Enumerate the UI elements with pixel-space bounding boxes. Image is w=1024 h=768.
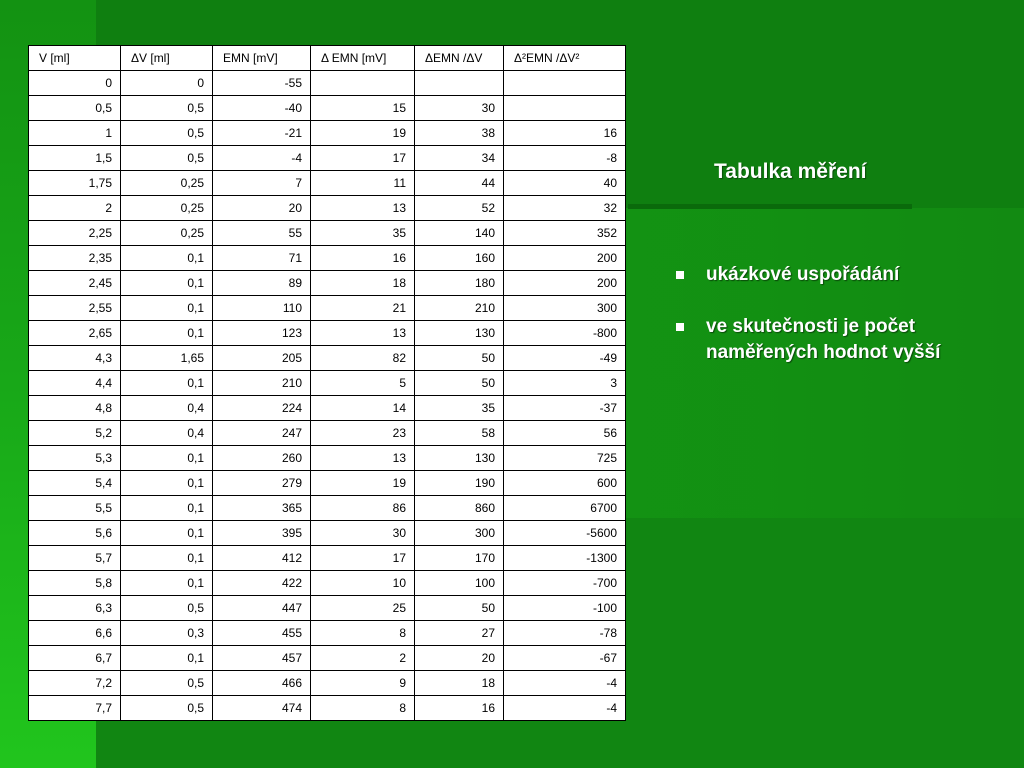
table-cell: -78 bbox=[504, 621, 626, 646]
table-cell: 50 bbox=[415, 371, 504, 396]
table-cell: 17 bbox=[311, 546, 415, 571]
table-cell: 300 bbox=[415, 521, 504, 546]
table-row bbox=[29, 246, 626, 271]
table-cell: 82 bbox=[311, 346, 415, 371]
table-cell: 279 bbox=[213, 471, 311, 496]
table-cell: 0,5 bbox=[121, 596, 213, 621]
table-cell: 2 bbox=[311, 646, 415, 671]
table-cell: 352 bbox=[504, 221, 626, 246]
column-header: EMN [mV] bbox=[213, 46, 311, 71]
table-row bbox=[29, 271, 626, 296]
table-cell: 0,4 bbox=[121, 396, 213, 421]
table-cell: 0 bbox=[29, 71, 121, 96]
table-row bbox=[29, 421, 626, 446]
table-cell: 19 bbox=[311, 121, 415, 146]
bullet-item bbox=[676, 262, 996, 288]
table-cell: 5 bbox=[311, 371, 415, 396]
table-row bbox=[29, 696, 626, 721]
table-cell: 1,75 bbox=[29, 171, 121, 196]
table-cell: 2,25 bbox=[29, 221, 121, 246]
table-cell: 58 bbox=[415, 421, 504, 446]
table-cell: 3 bbox=[504, 371, 626, 396]
table-cell: 21 bbox=[311, 296, 415, 321]
table-cell: 56 bbox=[504, 421, 626, 446]
table-cell: 170 bbox=[415, 546, 504, 571]
table-cell: 10 bbox=[311, 571, 415, 596]
table-cell: 71 bbox=[213, 246, 311, 271]
table-cell: 457 bbox=[213, 646, 311, 671]
table-cell: 0,1 bbox=[121, 446, 213, 471]
table-cell: 466 bbox=[213, 671, 311, 696]
table-cell: 5,4 bbox=[29, 471, 121, 496]
table-cell: -37 bbox=[504, 396, 626, 421]
table-cell: 35 bbox=[311, 221, 415, 246]
table-cell: -4 bbox=[213, 146, 311, 171]
column-header: Δ EMN [mV] bbox=[311, 46, 415, 71]
table-cell: -67 bbox=[504, 646, 626, 671]
table-cell: 0,5 bbox=[121, 696, 213, 721]
table-cell: 30 bbox=[311, 521, 415, 546]
table-cell: 40 bbox=[504, 171, 626, 196]
table-cell: 2,45 bbox=[29, 271, 121, 296]
table-cell bbox=[504, 96, 626, 121]
column-header: ΔEMN /ΔV bbox=[415, 46, 504, 71]
table-cell: 18 bbox=[311, 271, 415, 296]
table-cell: 86 bbox=[311, 496, 415, 521]
table-cell: 0,4 bbox=[121, 421, 213, 446]
table-cell: 205 bbox=[213, 346, 311, 371]
table-cell: 1 bbox=[29, 121, 121, 146]
table-cell: 210 bbox=[213, 371, 311, 396]
table-cell: 16 bbox=[311, 246, 415, 271]
table-cell: 23 bbox=[311, 421, 415, 446]
square-bullet-icon bbox=[676, 323, 684, 331]
table-row bbox=[29, 171, 626, 196]
table-cell: 180 bbox=[415, 271, 504, 296]
table-cell: -55 bbox=[213, 71, 311, 96]
table-cell: 6,7 bbox=[29, 646, 121, 671]
table-cell: 7,7 bbox=[29, 696, 121, 721]
table-cell: 447 bbox=[213, 596, 311, 621]
table-cell: -100 bbox=[504, 596, 626, 621]
table-cell: 0,1 bbox=[121, 571, 213, 596]
table-row bbox=[29, 521, 626, 546]
table-cell: 160 bbox=[415, 246, 504, 271]
table-cell: 0,5 bbox=[121, 96, 213, 121]
table-cell: 0,1 bbox=[121, 321, 213, 346]
table-row bbox=[29, 571, 626, 596]
bullet-text: ukázkové uspořádání bbox=[706, 264, 900, 285]
table-cell: 44 bbox=[415, 171, 504, 196]
table-cell: 2,55 bbox=[29, 296, 121, 321]
square-bullet-icon bbox=[676, 271, 684, 279]
table-cell: 30 bbox=[415, 96, 504, 121]
measurement-table bbox=[28, 45, 626, 721]
table-cell: 6,3 bbox=[29, 596, 121, 621]
table-cell: -5600 bbox=[504, 521, 626, 546]
table-cell: 123 bbox=[213, 321, 311, 346]
table-cell: -1300 bbox=[504, 546, 626, 571]
table-cell: 7,2 bbox=[29, 671, 121, 696]
table-cell: 0,1 bbox=[121, 496, 213, 521]
table-cell: 0,3 bbox=[121, 621, 213, 646]
table-cell: 0,1 bbox=[121, 521, 213, 546]
table-row bbox=[29, 221, 626, 246]
table-cell: 16 bbox=[504, 121, 626, 146]
table-row bbox=[29, 121, 626, 146]
column-header: V [ml] bbox=[29, 46, 121, 71]
table-cell: 2,35 bbox=[29, 246, 121, 271]
table-row bbox=[29, 321, 626, 346]
table-cell: 14 bbox=[311, 396, 415, 421]
table-cell: 210 bbox=[415, 296, 504, 321]
table-cell: 0,1 bbox=[121, 646, 213, 671]
table-cell: 4,8 bbox=[29, 396, 121, 421]
table-cell: 0,1 bbox=[121, 371, 213, 396]
table-cell: 6700 bbox=[504, 496, 626, 521]
table-cell: -49 bbox=[504, 346, 626, 371]
table-cell: 32 bbox=[504, 196, 626, 221]
table-cell: 474 bbox=[213, 696, 311, 721]
table-cell: 412 bbox=[213, 546, 311, 571]
table-cell: -40 bbox=[213, 96, 311, 121]
table-cell: -4 bbox=[504, 696, 626, 721]
table-cell: 0,25 bbox=[121, 196, 213, 221]
table-cell: 5,2 bbox=[29, 421, 121, 446]
table-cell: 860 bbox=[415, 496, 504, 521]
table-cell: 365 bbox=[213, 496, 311, 521]
table-cell: 300 bbox=[504, 296, 626, 321]
table-cell: 55 bbox=[213, 221, 311, 246]
table-cell: 5,3 bbox=[29, 446, 121, 471]
table-cell: 50 bbox=[415, 596, 504, 621]
table-cell: 200 bbox=[504, 246, 626, 271]
table-row bbox=[29, 71, 626, 96]
table-cell: 9 bbox=[311, 671, 415, 696]
table-cell: 110 bbox=[213, 296, 311, 321]
table-cell: 50 bbox=[415, 346, 504, 371]
table-row bbox=[29, 671, 626, 696]
column-header: ΔV [ml] bbox=[121, 46, 213, 71]
bullet-item bbox=[676, 314, 996, 366]
table-cell: 1,5 bbox=[29, 146, 121, 171]
table-cell: 725 bbox=[504, 446, 626, 471]
table-row bbox=[29, 496, 626, 521]
table-cell: 2 bbox=[29, 196, 121, 221]
table-cell: 0,5 bbox=[29, 96, 121, 121]
table-row bbox=[29, 546, 626, 571]
table-cell: 38 bbox=[415, 121, 504, 146]
table-cell: 27 bbox=[415, 621, 504, 646]
table-cell: -4 bbox=[504, 671, 626, 696]
table-cell: 35 bbox=[415, 396, 504, 421]
table-body bbox=[29, 71, 626, 721]
table-cell: 89 bbox=[213, 271, 311, 296]
bullet-text: ve skutečnosti je počet naměřených hodnot vyšší bbox=[706, 316, 941, 363]
table-cell: 0,1 bbox=[121, 271, 213, 296]
table-cell: 0,25 bbox=[121, 221, 213, 246]
table-cell: 1,65 bbox=[121, 346, 213, 371]
table-cell: 455 bbox=[213, 621, 311, 646]
table-cell: 190 bbox=[415, 471, 504, 496]
table-cell: 13 bbox=[311, 321, 415, 346]
table-cell bbox=[504, 71, 626, 96]
table-cell: 17 bbox=[311, 146, 415, 171]
table-cell: 247 bbox=[213, 421, 311, 446]
table-cell: 34 bbox=[415, 146, 504, 171]
table-cell: 0,1 bbox=[121, 471, 213, 496]
table-cell: 11 bbox=[311, 171, 415, 196]
table-cell: 4,3 bbox=[29, 346, 121, 371]
title-divider bbox=[628, 204, 912, 209]
column-header: Δ²EMN /ΔV² bbox=[504, 46, 626, 71]
table-cell: 15 bbox=[311, 96, 415, 121]
table-cell: 5,7 bbox=[29, 546, 121, 571]
table-header-row bbox=[29, 46, 626, 71]
table-cell: 8 bbox=[311, 621, 415, 646]
table-row bbox=[29, 146, 626, 171]
table-cell: 19 bbox=[311, 471, 415, 496]
table-cell: 0,5 bbox=[121, 671, 213, 696]
table-row bbox=[29, 346, 626, 371]
table-cell: 4,4 bbox=[29, 371, 121, 396]
table-cell: 0,5 bbox=[121, 146, 213, 171]
table-cell: 13 bbox=[311, 196, 415, 221]
table-cell: 0,5 bbox=[121, 121, 213, 146]
table-cell: 422 bbox=[213, 571, 311, 596]
table-cell: 260 bbox=[213, 446, 311, 471]
table-cell: 8 bbox=[311, 696, 415, 721]
table-cell: 600 bbox=[504, 471, 626, 496]
table-cell: 16 bbox=[415, 696, 504, 721]
table-cell: 140 bbox=[415, 221, 504, 246]
table-cell: -700 bbox=[504, 571, 626, 596]
table-cell: -800 bbox=[504, 321, 626, 346]
measurement-table-container bbox=[28, 45, 625, 721]
table-cell: 5,6 bbox=[29, 521, 121, 546]
table-cell: 100 bbox=[415, 571, 504, 596]
slide-title: Tabulka měření bbox=[714, 160, 867, 183]
table-cell: 0 bbox=[121, 71, 213, 96]
table-row bbox=[29, 296, 626, 321]
table-cell: 20 bbox=[213, 196, 311, 221]
bullet-list bbox=[676, 262, 996, 392]
table-cell: 5,8 bbox=[29, 571, 121, 596]
table-row bbox=[29, 621, 626, 646]
table-cell: 5,5 bbox=[29, 496, 121, 521]
table-cell: 0,1 bbox=[121, 296, 213, 321]
table-cell: 25 bbox=[311, 596, 415, 621]
table-row bbox=[29, 371, 626, 396]
table-cell: 0,1 bbox=[121, 246, 213, 271]
table-cell: 130 bbox=[415, 321, 504, 346]
table-cell: 2,65 bbox=[29, 321, 121, 346]
table-row bbox=[29, 396, 626, 421]
table-cell bbox=[311, 71, 415, 96]
table-cell: 395 bbox=[213, 521, 311, 546]
table-cell: 130 bbox=[415, 446, 504, 471]
table-row bbox=[29, 596, 626, 621]
table-cell: 200 bbox=[504, 271, 626, 296]
table-cell: 18 bbox=[415, 671, 504, 696]
table-cell: 0,1 bbox=[121, 546, 213, 571]
table-cell: 13 bbox=[311, 446, 415, 471]
table-cell: 6,6 bbox=[29, 621, 121, 646]
table-row bbox=[29, 446, 626, 471]
table-cell: 20 bbox=[415, 646, 504, 671]
table-cell: 0,25 bbox=[121, 171, 213, 196]
table-cell bbox=[415, 71, 504, 96]
table-cell: 224 bbox=[213, 396, 311, 421]
table-cell: -8 bbox=[504, 146, 626, 171]
table-row bbox=[29, 196, 626, 221]
table-row bbox=[29, 471, 626, 496]
table-cell: -21 bbox=[213, 121, 311, 146]
table-row bbox=[29, 646, 626, 671]
table-row bbox=[29, 96, 626, 121]
table-cell: 7 bbox=[213, 171, 311, 196]
table-cell: 52 bbox=[415, 196, 504, 221]
